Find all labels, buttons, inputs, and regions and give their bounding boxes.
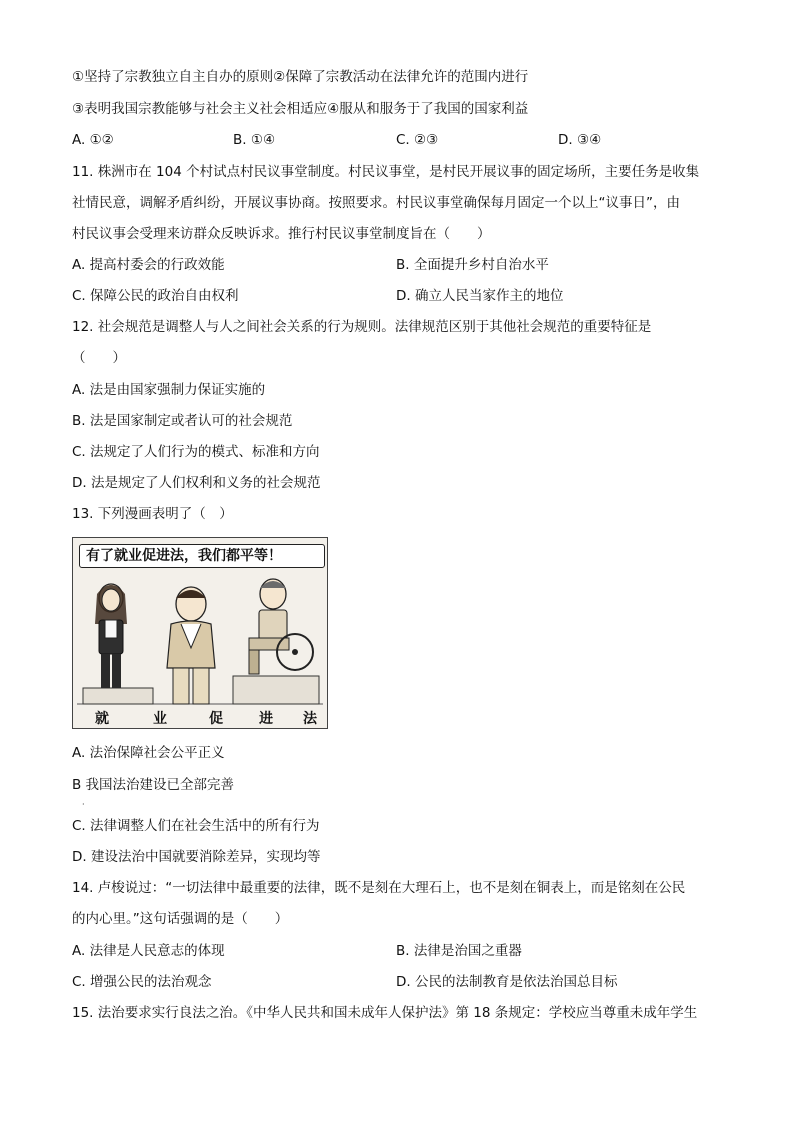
caption-char: 法 (303, 711, 317, 727)
q10-option-b[interactable]: B. ①④ (233, 132, 276, 148)
q10-option-a[interactable]: A. ①② (72, 132, 114, 148)
q13-option-b[interactable]: B 我国法治建设已全部完善 (72, 777, 235, 793)
caption-char: 促 (209, 711, 223, 727)
q11-stem-line-3: 村民议事会受理来访群众反映诉求。推行村民议事堂制度旨在（ ） (72, 226, 491, 242)
q14-option-c[interactable]: C. 增强公民的法治观念 (72, 974, 212, 990)
caption-char: 进 (259, 711, 273, 727)
q12-stem-line-2: （ ） (72, 350, 126, 366)
q12-stem-line-1: 12. 社会规范是调整人与人之间社会关系的行为规则。法律规范区别于其他社会规范的重要特征是 (72, 319, 652, 335)
q10-option-d[interactable]: D. ③④ (558, 132, 602, 148)
q11-stem-line-1: 11. 株洲市在 104 个村试点村民议事堂制度。村民议事堂，是村民开展议事的固定场所，主要任务是收集 (72, 164, 700, 180)
employment-law-cartoon (72, 537, 328, 729)
stray-dot-mark: · (82, 800, 85, 809)
q12-option-d[interactable]: D. 法是规定了人们权利和义务的社会规范 (72, 475, 321, 491)
q13-option-c[interactable]: C. 法律调整人们在社会生活中的所有行为 (72, 818, 320, 834)
q11-option-c[interactable]: C. 保障公民的政治自由权利 (72, 288, 239, 304)
caption-char: 业 (153, 711, 167, 727)
caption-char: 就 (95, 711, 109, 727)
speech-bubble: 有了就业促进法，我们都平等！ (79, 544, 325, 568)
q10-option-c[interactable]: C. ②③ (396, 132, 439, 148)
q13-option-d[interactable]: D. 建设法治中国就要消除差异，实现均等 (72, 849, 321, 865)
q12-option-a[interactable]: A. 法是由国家强制力保证实施的 (72, 382, 266, 398)
q11-option-b[interactable]: B. 全面提升乡村自治水平 (396, 257, 549, 273)
q13-option-a[interactable]: A. 法治保障社会公平正义 (72, 745, 225, 761)
q14-option-b[interactable]: B. 法律是治国之重器 (396, 943, 522, 959)
q10-statement-line-2: ③表明我国宗教能够与社会主义社会相适应④服从和服务于了我国的国家利益 (72, 101, 529, 117)
q15-stem-line-1: 15. 法治要求实行良法之治。《中华人民共和国未成年人保护法》第 18 条规定：学校应当尊重未成年学生 (72, 1005, 698, 1021)
q12-option-c[interactable]: C. 法规定了人们行为的模式、标准和方向 (72, 444, 320, 460)
q12-option-b[interactable]: B. 法是国家制定或者认可的社会规范 (72, 413, 293, 429)
q14-stem-line-1: 14. 卢梭说过：“一切法律中最重要的法律，既不是刻在大理石上，也不是刻在铜表上，而是铭刻在公民 (72, 880, 686, 896)
q10-statement-line-1: ①坚持了宗教独立自主自办的原则②保障了宗教活动在法律允许的范围内进行 (72, 69, 529, 85)
q13-stem: 13. 下列漫画表明了（ ） (72, 506, 233, 522)
q14-option-a[interactable]: A. 法律是人民意志的体现 (72, 943, 225, 959)
q11-stem-line-2: 社情民意，调解矛盾纠纷，开展议事协商。按照要求。村民议事堂确保每月固定一个以上“议事日”，由 (72, 195, 680, 211)
cartoon-caption (73, 708, 327, 726)
cartoon-illustration (73, 538, 327, 728)
q14-stem-line-2: 的内心里。”这句话强调的是（ ） (72, 911, 289, 927)
q11-option-d[interactable]: D. 确立人民当家作主的地位 (396, 288, 564, 304)
q14-option-d[interactable]: D. 公民的法制教育是依法治国总目标 (396, 974, 618, 990)
q11-option-a[interactable]: A. 提高村委会的行政效能 (72, 257, 225, 273)
